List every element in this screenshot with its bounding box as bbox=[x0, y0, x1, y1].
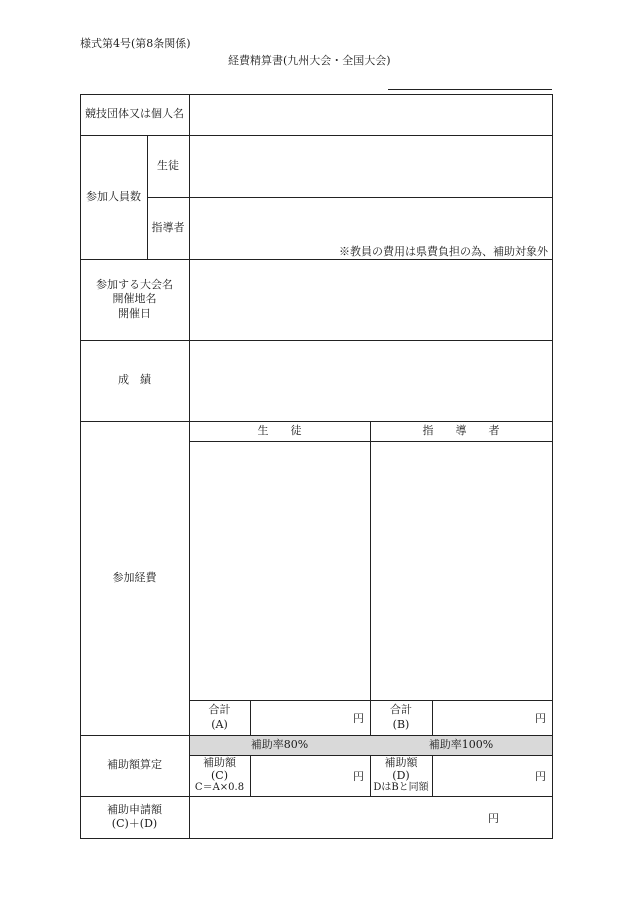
venue-text: 開催地名 bbox=[112, 292, 157, 306]
subsidy-calc-label bbox=[80, 735, 189, 796]
participants-text: 参加人員数 bbox=[86, 189, 141, 203]
subsidy-c-label bbox=[189, 755, 250, 796]
subsidy-d-yen: 円 bbox=[535, 770, 546, 783]
students-column-text: 生 徒 bbox=[257, 423, 302, 437]
rate-instructors bbox=[370, 736, 552, 755]
students-text: 生徒 bbox=[157, 158, 179, 172]
date-underline bbox=[388, 89, 552, 90]
students-column-header bbox=[189, 421, 370, 441]
application-amount-yen: 円 bbox=[488, 812, 499, 825]
application-amount-label bbox=[80, 796, 189, 838]
total-b-yen: 円 bbox=[535, 712, 546, 725]
event-info-label bbox=[80, 259, 189, 340]
subsidy-d-label bbox=[370, 755, 432, 796]
subsidy-d-text: 補助額 bbox=[384, 756, 418, 770]
subsidy-d-code: (D) bbox=[392, 768, 410, 782]
instructors-column-text: 指 導 者 bbox=[422, 423, 500, 437]
total-a-code: (A) bbox=[211, 717, 228, 731]
subsidy-c-code: (C) bbox=[211, 768, 228, 782]
subsidy-c-yen: 円 bbox=[353, 770, 364, 783]
rate-students bbox=[189, 736, 370, 755]
form-number: 様式第4号(第8条関係) bbox=[80, 37, 191, 50]
subsidy-calc-text: 補助額算定 bbox=[107, 758, 162, 772]
participants-label bbox=[80, 135, 147, 259]
subsidy-c-formula: C＝A×0.8 bbox=[194, 782, 245, 794]
total-b-label bbox=[370, 700, 432, 735]
total-a-label bbox=[189, 700, 250, 735]
rate-instructors-text: 補助率100% bbox=[428, 738, 494, 752]
application-amount-formula: (C)＋(D) bbox=[111, 817, 158, 830]
instructors-column-header bbox=[370, 421, 552, 441]
event-date-text: 開催日 bbox=[118, 306, 151, 320]
results-label bbox=[80, 340, 189, 421]
results-text: 成 績 bbox=[118, 373, 151, 387]
team-name-text: 競技団体又は個人名 bbox=[85, 107, 184, 121]
total-b-text: 合計 bbox=[390, 703, 412, 717]
subsidy-d-formula: DはBと同額 bbox=[373, 782, 429, 794]
rate-students-text: 補助率80% bbox=[250, 738, 309, 752]
application-amount-text: 補助申請額 bbox=[107, 802, 162, 816]
students-label bbox=[147, 135, 189, 197]
total-a-yen: 円 bbox=[353, 712, 364, 725]
total-a-text: 合計 bbox=[208, 703, 231, 717]
instructors-text: 指導者 bbox=[151, 220, 185, 234]
expense-label bbox=[80, 421, 189, 735]
team-name-label bbox=[80, 94, 189, 135]
teacher-cost-note: ※教員の費用は県費負担の為、補助対象外 bbox=[339, 245, 548, 258]
expense-text: 参加経費 bbox=[112, 570, 157, 584]
document-title: 経費精算書(九州大会・全国大会) bbox=[228, 54, 391, 67]
total-b-code: (B) bbox=[392, 717, 410, 731]
subsidy-c-text: 補助額 bbox=[203, 756, 236, 770]
event-name-text: 参加する大会名 bbox=[96, 278, 173, 292]
instructors-label bbox=[147, 197, 189, 259]
